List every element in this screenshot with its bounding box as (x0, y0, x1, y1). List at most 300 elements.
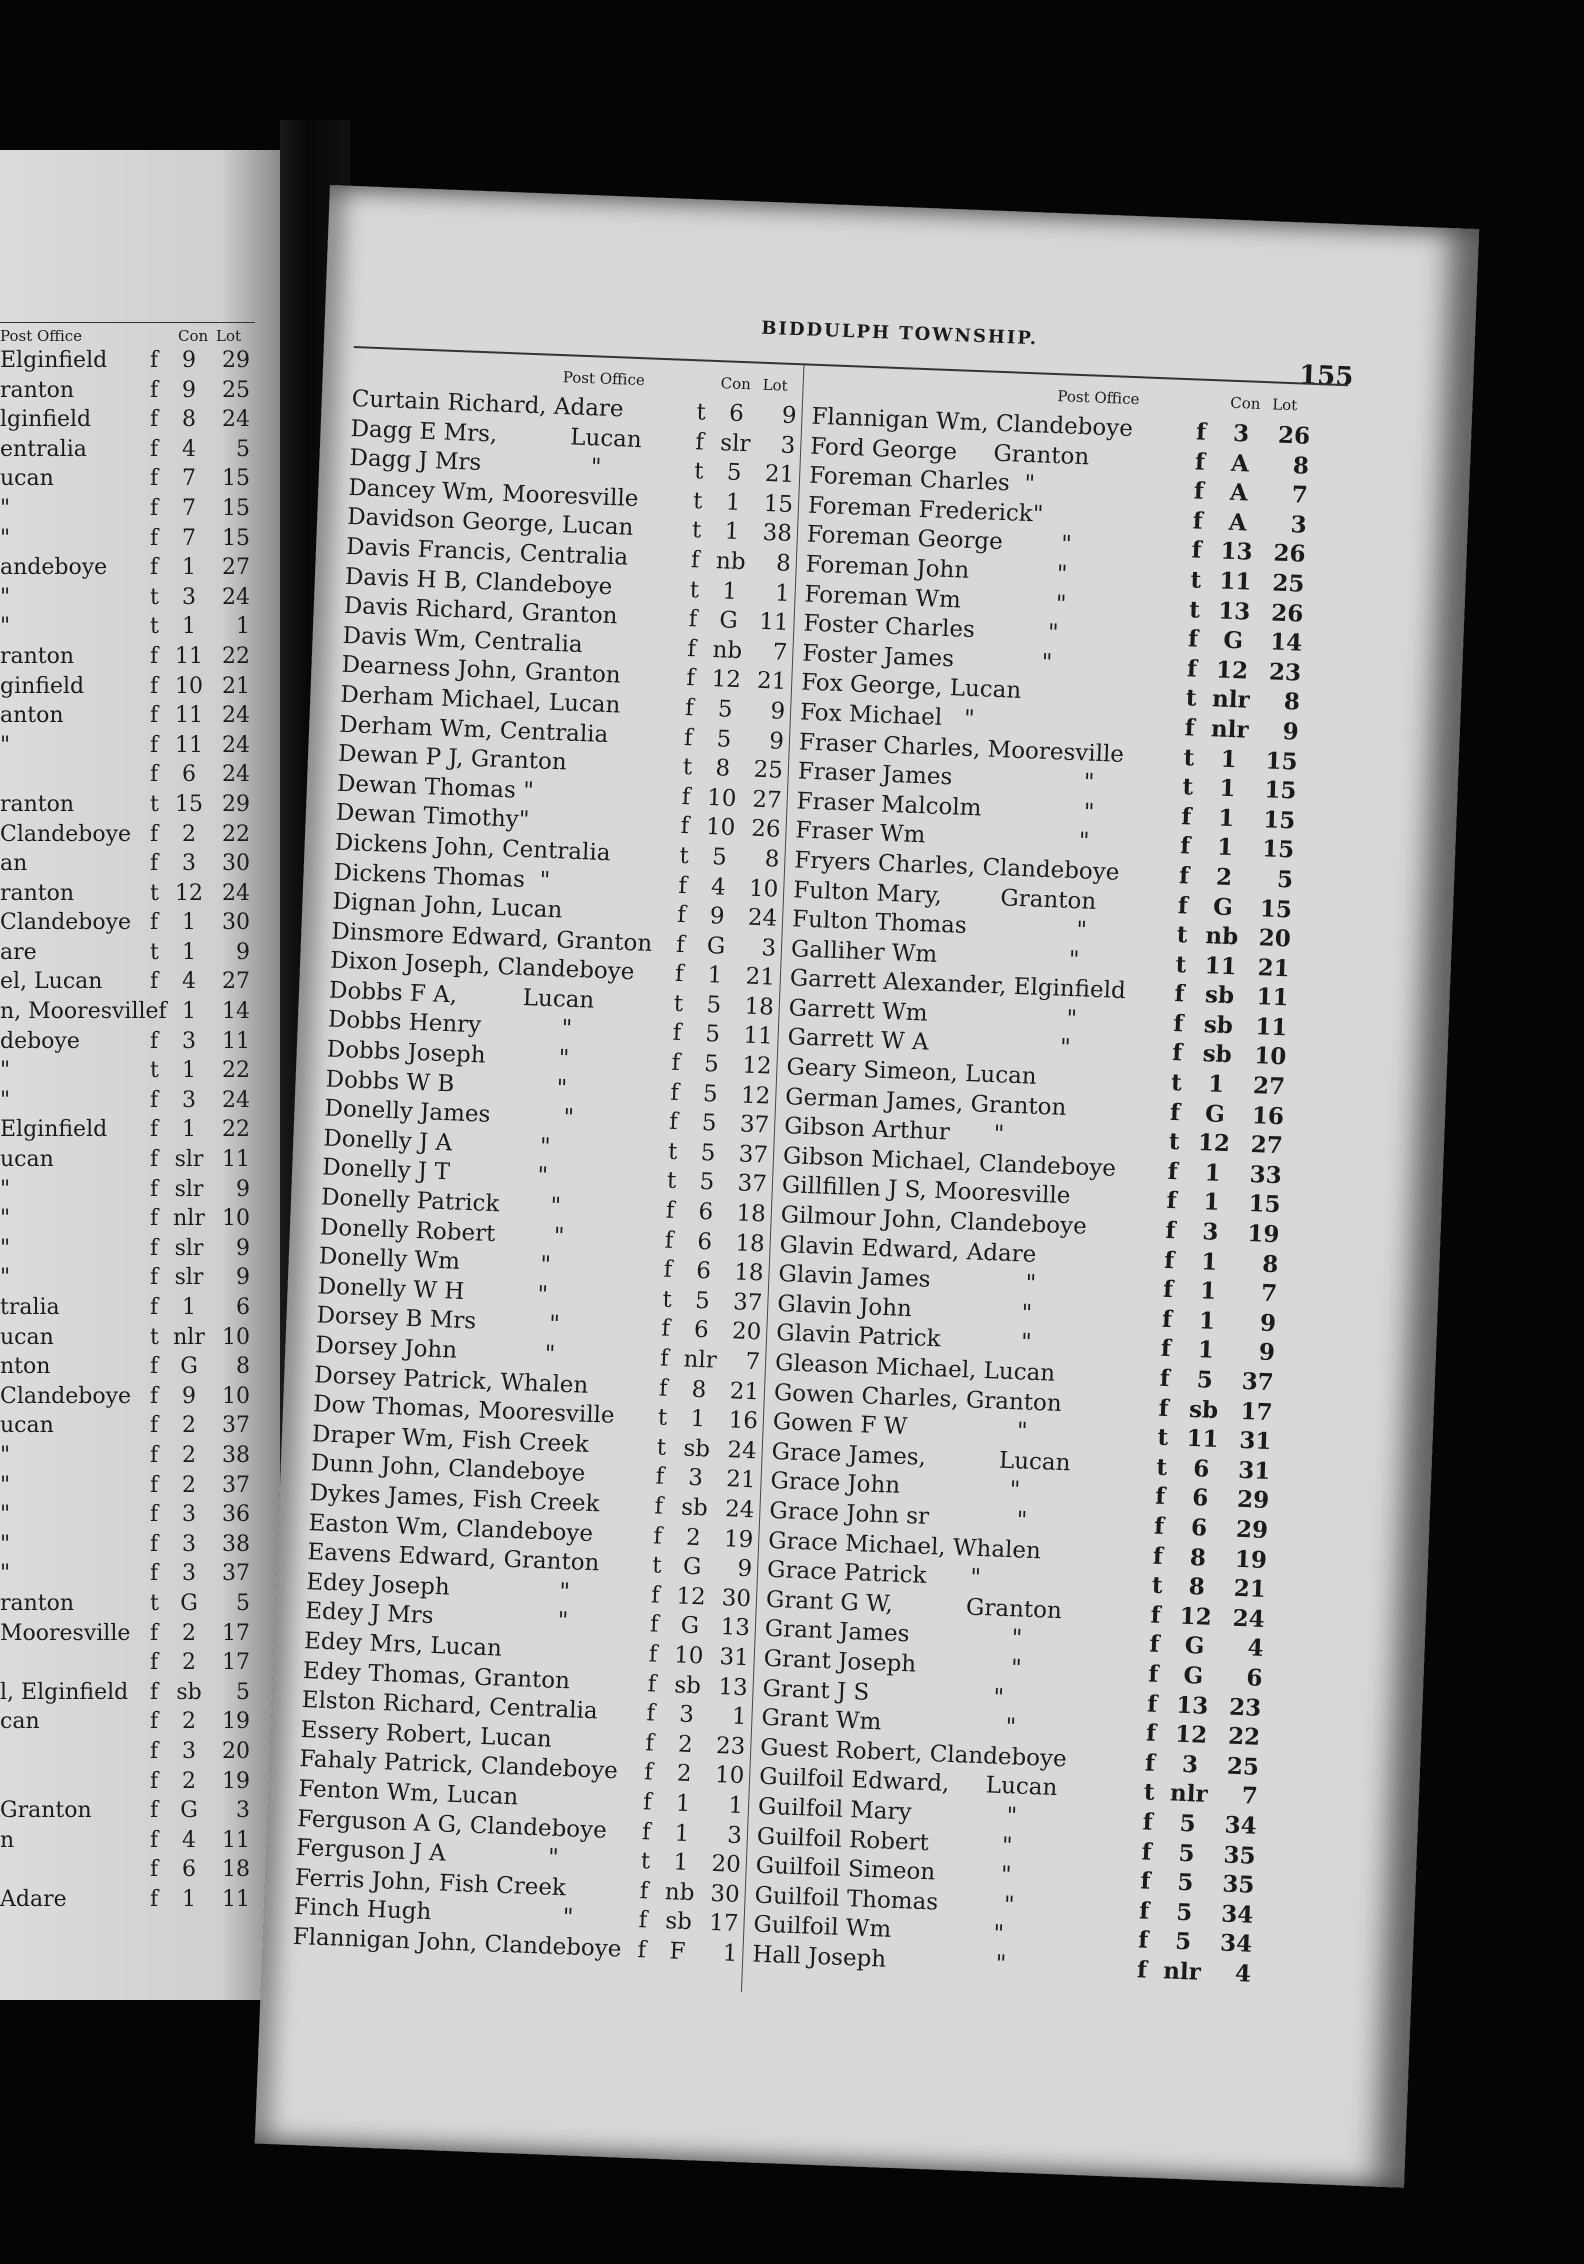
entry-con: 1 (1216, 833, 1234, 862)
left-entry-post-office: ginfield (0, 673, 85, 699)
directory-column-a (292, 356, 798, 1970)
left-entry-post-office: anton (0, 703, 64, 729)
entry-con: 13 (1175, 1691, 1209, 1720)
entry-lot: 3 (760, 934, 777, 962)
column-a-header-con: Con (720, 374, 752, 394)
left-entry-lot: 24 (222, 703, 250, 729)
left-entry-post-office: nton (0, 1354, 51, 1380)
entry-lot: 16 (728, 1407, 759, 1435)
left-entry-con: 10 (175, 673, 203, 699)
left-entry-row (0, 792, 262, 822)
entry-con: nb (712, 636, 743, 664)
entry-name: Foreman Frederick" (807, 492, 1044, 528)
entry-tenure: f (652, 1522, 663, 1550)
left-entry-tenure: f (150, 1117, 159, 1143)
left-entry-row (0, 881, 262, 911)
entry-tenure: f (1138, 1897, 1150, 1925)
entry-con: 11 (1204, 951, 1238, 981)
entry-name: Dobbs Joseph " (326, 1036, 570, 1072)
left-entry-con: 3 (182, 1028, 196, 1054)
entry-tenure: f (694, 428, 705, 456)
left-entry-con: 6 (182, 762, 196, 788)
entry-name: Donelly Robert " (319, 1214, 565, 1250)
entry-name: Guilfoil Thomas " (754, 1882, 1015, 1919)
left-entry-row (0, 762, 262, 792)
left-entry-tenure: f (150, 821, 159, 847)
entry-con: G (1212, 892, 1234, 921)
left-entry-post-office: ranton (0, 643, 75, 669)
entry-con: 1 (721, 577, 738, 605)
left-entry-lot: 38 (222, 1442, 250, 1468)
entry-name: Dewan Timothy" (335, 800, 530, 834)
entry-tenure: f (654, 1493, 664, 1520)
entry-tenure: f (1187, 625, 1199, 653)
entry-tenure: f (1145, 1719, 1157, 1747)
left-entry-lot: 27 (222, 969, 250, 995)
entry-con: 10 (673, 1642, 704, 1670)
entry-lot: 35 (1221, 1870, 1255, 1899)
entry-lot: 1 (722, 1940, 738, 1967)
entry-con: 2 (685, 1524, 702, 1551)
entry-tenure: f (1149, 1630, 1160, 1659)
entry-tenure: f (650, 1582, 661, 1609)
left-entry-tenure: t (150, 614, 159, 640)
entry-name: Grace Patrick " (766, 1556, 982, 1592)
entry-tenure: t (1185, 684, 1198, 712)
entry-lot: 21 (764, 461, 795, 489)
entry-tenure: f (1137, 1926, 1149, 1954)
entry-con: nb (1204, 922, 1239, 951)
left-entry-lot: 22 (222, 1117, 250, 1143)
left-entry-tenure: f (150, 969, 159, 995)
left-entry-post-office: Mooresville (0, 1620, 131, 1646)
entry-name: Dearness John, Granton (341, 652, 622, 689)
left-entry-con: 3 (182, 1738, 196, 1764)
left-entry-lot: 36 (222, 1502, 250, 1528)
left-entry-con: 3 (182, 1531, 196, 1557)
entry-name: Donelly Wm " (318, 1243, 552, 1279)
left-entry-tenure: t (150, 1058, 159, 1084)
entry-tenure: f (672, 1020, 682, 1047)
left-header-lot: Lot (216, 327, 242, 345)
entry-con: 1 (1204, 1159, 1222, 1187)
entry-con: 1 (1217, 804, 1235, 832)
left-entry-con: 1 (182, 555, 196, 581)
left-entry-lot: 24 (222, 880, 250, 906)
entry-name: Foreman George " (806, 521, 1073, 559)
left-entry-row (0, 1088, 262, 1118)
entry-tenure: t (666, 1168, 677, 1195)
entry-lot: 11 (1254, 1013, 1288, 1042)
entry-lot: 8 (775, 550, 792, 577)
left-entry-tenure: f (150, 1502, 159, 1528)
entry-tenure: t (1157, 1423, 1169, 1452)
entry-con: nlr (1162, 1957, 1202, 1986)
left-entry-row (0, 644, 262, 674)
entry-con: 6 (728, 400, 745, 428)
left-entry-lot: 5 (236, 1590, 250, 1616)
entry-name: Gibson Arthur " (783, 1113, 1005, 1148)
entry-name: Guest Robert, Clandeboye (759, 1734, 1068, 1773)
left-entry-row (0, 1117, 262, 1147)
entry-tenure: f (1172, 1009, 1184, 1038)
left-entry-lot: 15 (222, 525, 250, 551)
entry-tenure: f (659, 1345, 670, 1372)
entry-tenure: f (668, 1108, 679, 1136)
left-entry-post-office: l, Elginfield (0, 1679, 129, 1705)
entry-con: 5 (700, 1139, 716, 1167)
entry-lot: 26 (1270, 599, 1304, 628)
left-entry-post-office: el, Lucan (0, 969, 103, 995)
left-entry-post-office: " (0, 1502, 11, 1528)
entry-lot: 15 (1263, 776, 1297, 805)
left-entry-tenure: f (150, 1235, 159, 1261)
entry-tenure: f (1139, 1867, 1151, 1895)
left-entry-row (0, 555, 262, 585)
left-entry-con: G (180, 1590, 198, 1616)
entry-tenure: f (688, 606, 698, 633)
left-entry-row (0, 1532, 262, 1562)
left-page (0, 150, 295, 2000)
directory-column-b (752, 374, 1318, 1991)
left-entry-row (0, 1473, 262, 1503)
left-entry-con: slr (174, 1235, 204, 1261)
entry-con: 5 (1176, 1868, 1194, 1897)
entry-lot: 5 (1276, 865, 1294, 894)
entry-tenure: f (655, 1463, 665, 1491)
left-entry-row (0, 1058, 262, 1088)
entry-name: Fulton Thomas " (791, 906, 1088, 944)
entry-tenure: f (676, 901, 687, 929)
entry-lot: 3 (780, 432, 796, 459)
entry-name: Davis Francis, Centralia (345, 533, 629, 571)
entry-lot: 34 (1219, 1929, 1253, 1958)
entry-lot: 6 (1245, 1664, 1263, 1692)
entry-con: nlr (1211, 685, 1251, 715)
entry-lot: 23 (1228, 1693, 1262, 1722)
entry-lot: 38 (762, 520, 793, 548)
entry-tenure: t (1176, 921, 1188, 949)
left-entry-tenure: f (150, 910, 159, 936)
entry-tenure: f (685, 665, 696, 692)
column-a-rows (292, 386, 797, 1970)
entry-con: 1 (1203, 1188, 1221, 1217)
entry-name: Davidson George, Lucan (346, 504, 634, 542)
entry-tenure: f (1192, 507, 1204, 535)
left-entry-row (0, 1443, 262, 1473)
left-entry-tenure: f (150, 555, 159, 581)
entry-name: Dancey Wm, Mooresville (347, 474, 639, 512)
left-entry-post-office: tralia (0, 1295, 60, 1320)
entry-lot: 1 (727, 1792, 744, 1819)
left-entry-lot: 6 (236, 1295, 250, 1320)
left-entry-tenure: f (150, 1650, 159, 1676)
left-entry-con: 3 (182, 851, 196, 877)
entry-name: Foreman Wm " (804, 581, 1067, 618)
entry-lot: 26 (1277, 421, 1311, 450)
left-entry-con: 3 (182, 1502, 196, 1528)
entry-con: 2 (1215, 863, 1233, 892)
left-entry-tenure: f (150, 1798, 159, 1824)
left-entry-lot: 25 (222, 377, 250, 403)
left-entry-post-office: are (0, 939, 37, 965)
entry-lot: 8 (1261, 1250, 1279, 1278)
entry-tenure: f (680, 813, 690, 840)
entry-tenure: f (665, 1197, 675, 1224)
left-entry-lot: 22 (222, 643, 250, 669)
left-entry-con: 7 (182, 466, 196, 492)
left-entry-post-office: " (0, 614, 11, 640)
entry-tenure: f (1164, 1216, 1176, 1245)
entry-con: 1 (675, 1790, 691, 1817)
left-entry-row (0, 999, 262, 1029)
entry-lot: 9 (768, 727, 785, 755)
left-entry-lot: 9 (236, 1235, 250, 1261)
entry-tenure: t (1188, 595, 1201, 624)
entry-name: Fulton Mary, Granton (792, 876, 1097, 915)
entry-lot: 9 (1258, 1338, 1276, 1367)
entry-name: Finch Hugh " (293, 1894, 574, 1931)
entry-con: 1 (725, 489, 741, 516)
entry-tenure: t (1182, 773, 1194, 801)
left-entry-tenure: f (150, 1827, 159, 1853)
left-entry-row (0, 1857, 262, 1887)
entry-name: Grace John " (770, 1468, 1021, 1504)
entry-tenure: f (664, 1227, 674, 1254)
entry-name: Fraser Malcolm " (796, 788, 1095, 826)
left-entry-row (0, 969, 262, 999)
entry-tenure: t (657, 1404, 668, 1432)
entry-lot: 20 (711, 1850, 742, 1879)
entry-name: Fraser Charles, Mooresville (798, 728, 1125, 768)
entry-name: Dewan Thomas " (336, 770, 535, 804)
entry-name: Guilfoil Mary " (757, 1793, 1018, 1830)
left-entry-tenure: f (150, 1413, 159, 1439)
left-entry-post-office: " (0, 1472, 11, 1498)
entry-lot: 26 (750, 815, 782, 844)
entry-con: sb (1202, 1040, 1233, 1069)
entry-tenure: f (1162, 1276, 1174, 1304)
left-entry-post-office: Elginfield (0, 1117, 108, 1143)
left-entry-row (0, 703, 262, 733)
entry-name: Foster James " (801, 640, 1053, 676)
left-entry-row (0, 1177, 262, 1207)
left-entry-tenure: f (150, 348, 159, 373)
entry-con: 5 (726, 459, 743, 487)
entry-name: Dobbs Henry " (327, 1007, 573, 1043)
entry-name: Hall Joseph " (751, 1941, 1007, 1978)
entry-tenure: f (1179, 832, 1191, 860)
left-entry-con: 11 (175, 732, 203, 758)
left-entry-tenure: f (150, 1620, 159, 1646)
entry-tenure: f (1158, 1394, 1170, 1422)
entry-name: Dignan John, Lucan (331, 888, 563, 924)
entry-tenure: f (646, 1700, 656, 1727)
entry-con: 5 (705, 991, 722, 1019)
entry-lot: 24 (726, 1436, 758, 1465)
left-entry-tenure: f (150, 377, 159, 403)
entry-lot: 9 (1282, 717, 1300, 746)
entry-tenure: f (1153, 1512, 1165, 1540)
entry-con: slr (719, 429, 751, 457)
entry-con: 5 (694, 1287, 711, 1315)
entry-name: Gowen F W " (772, 1409, 1028, 1445)
left-entry-row (0, 1206, 262, 1236)
entry-lot: 29 (1236, 1486, 1270, 1515)
entry-lot: 7 (1241, 1782, 1259, 1811)
entry-tenure: f (641, 1818, 652, 1846)
entry-tenure: f (1147, 1660, 1159, 1688)
left-entry-tenure: f (150, 1176, 159, 1202)
left-entry-lot: 1 (236, 614, 250, 640)
entry-tenure: t (640, 1848, 651, 1875)
entry-lot: 24 (1232, 1604, 1266, 1633)
entry-tenure: t (1155, 1453, 1168, 1481)
entry-name: Fraser James " (797, 758, 1095, 796)
entry-name: Dorsey Patrick, Whalen (313, 1361, 589, 1399)
entry-con: sb (680, 1494, 709, 1522)
left-entry-row (0, 614, 262, 644)
entry-con: nlr (683, 1346, 718, 1374)
entry-con: 12 (1215, 656, 1249, 685)
entry-tenure: f (1184, 714, 1196, 742)
entry-tenure: t (691, 517, 702, 544)
entry-tenure: f (1191, 536, 1203, 565)
left-entry-lot: 9 (236, 1265, 250, 1291)
entry-lot: 8 (1283, 688, 1301, 716)
left-entry-tenure: f (150, 1472, 159, 1498)
left-entry-tenure: f (150, 1354, 159, 1380)
entry-name: Gilmour John, Clandeboye (780, 1202, 1088, 1240)
left-entry-tenure: t (150, 939, 159, 965)
left-entry-lot: 11 (222, 1886, 250, 1912)
left-column-header (0, 325, 262, 347)
entry-lot: 31 (1237, 1456, 1271, 1485)
entry-tenure: f (1163, 1246, 1175, 1274)
entry-tenure: f (1142, 1808, 1154, 1836)
left-entry-post-office: deboye (0, 1028, 80, 1054)
left-entry-con: sb (176, 1679, 202, 1705)
entry-name: Garrett Alexander, Elginfield (789, 965, 1127, 1005)
entry-tenure: f (647, 1670, 657, 1698)
entry-name: Glavin John " (776, 1290, 1033, 1327)
left-entry-con: 2 (182, 1709, 196, 1735)
left-entry-lot: 24 (222, 1087, 250, 1113)
left-entry-con: 11 (175, 643, 203, 669)
left-entry-lot: 17 (222, 1650, 250, 1676)
entry-tenure: t (1183, 743, 1195, 772)
column-b-header-post-office: Post Office (1057, 387, 1140, 409)
entry-lot: 11 (758, 608, 790, 637)
left-entry-row (0, 1295, 262, 1325)
left-entry-tenure: f (150, 1679, 159, 1705)
entry-con: 6 (695, 1258, 712, 1285)
entry-lot: 22 (1227, 1722, 1261, 1751)
left-entry-lot: 9 (236, 1176, 250, 1202)
left-entry-post-office: Clandeboye (0, 821, 132, 847)
entry-name: Glavin Edward, Adare (779, 1231, 1037, 1268)
entry-name: Glavin Patrick " (775, 1320, 1033, 1357)
left-entry-post-office: ranton (0, 791, 75, 817)
left-entry-lot: 17 (222, 1620, 250, 1646)
entry-tenure: f (675, 931, 686, 958)
left-entry-con: 7 (182, 525, 196, 551)
left-entry-con: 9 (182, 377, 196, 403)
left-entry-con: 1 (182, 1295, 196, 1320)
entry-con: 8 (691, 1376, 707, 1403)
left-entry-lot: 21 (222, 673, 250, 699)
left-entry-post-office: " (0, 1442, 11, 1468)
left-entry-con: 3 (182, 584, 196, 610)
entry-con: 3 (687, 1465, 704, 1492)
entry-tenure: f (684, 694, 695, 722)
column-b-rows (752, 404, 1317, 1991)
left-entry-row (0, 1887, 262, 1917)
entry-tenure: f (658, 1375, 669, 1402)
left-entry-lot: 15 (222, 495, 250, 521)
entry-lot: 21 (756, 668, 787, 696)
entry-lot: 34 (1224, 1811, 1258, 1840)
entry-lot: 20 (731, 1318, 762, 1346)
entry-name: Guilfoil Simeon " (755, 1852, 1012, 1889)
entry-name: Dow Thomas, Mooresville (312, 1391, 616, 1430)
entry-lot: 24 (724, 1496, 755, 1524)
left-entry-lot: 27 (222, 555, 250, 581)
entry-name: Ferris John, Fish Creek (294, 1864, 567, 1901)
left-entry-con: 9 (182, 348, 196, 373)
left-entry-tenure: t (150, 791, 159, 817)
entry-lot: 19 (1234, 1545, 1268, 1574)
left-entry-post-office: andeboye (0, 555, 108, 581)
entry-con: 8 (715, 755, 731, 782)
entry-name: Gibson Michael, Clandeboye (782, 1142, 1117, 1182)
entry-con: G (718, 607, 739, 635)
entry-name: Edey J Mrs " (304, 1598, 569, 1635)
entry-con: F (668, 1938, 686, 1965)
left-entry-lot: 20 (222, 1738, 250, 1764)
left-entry-lot: 11 (222, 1028, 250, 1054)
left-entry-con: 6 (182, 1857, 196, 1883)
entry-lot: 1 (774, 579, 791, 607)
entry-lot: 21 (1233, 1574, 1267, 1604)
entry-con: sb (1204, 981, 1235, 1010)
entry-tenure: t (656, 1434, 667, 1461)
left-entry-row (0, 940, 262, 970)
entry-tenure: f (1186, 655, 1198, 683)
left-entry-lot: 14 (222, 999, 250, 1025)
entry-tenure: f (1150, 1601, 1162, 1629)
entry-name: Flannigan John, Clandeboye (292, 1923, 622, 1963)
left-entry-post-office: ranton (0, 880, 75, 906)
entry-lot: 37 (738, 1141, 769, 1169)
running-head: BIDDULPH TOWNSHIP. (760, 317, 1039, 350)
entry-name: Fenton Wm, Lucan (297, 1775, 519, 1811)
left-entry-row (0, 1147, 262, 1177)
entry-name: Glavin James " (778, 1261, 1037, 1298)
entry-tenure: f (642, 1789, 653, 1816)
entry-name: Elston Richard, Centralia (301, 1687, 599, 1725)
left-entry-lot: 10 (222, 1383, 250, 1409)
column-a-header-post-office: Post Office (562, 368, 646, 390)
entry-lot: 21 (745, 963, 776, 991)
left-entry-con: G (180, 1354, 198, 1380)
entry-con: 6 (696, 1228, 713, 1256)
entry-con: 5 (1178, 1839, 1196, 1867)
entry-lot: 9 (769, 698, 786, 725)
entry-lot: 15 (1261, 835, 1295, 864)
entry-lot: 7 (1260, 1279, 1278, 1308)
entry-tenure: f (1136, 1956, 1148, 1984)
